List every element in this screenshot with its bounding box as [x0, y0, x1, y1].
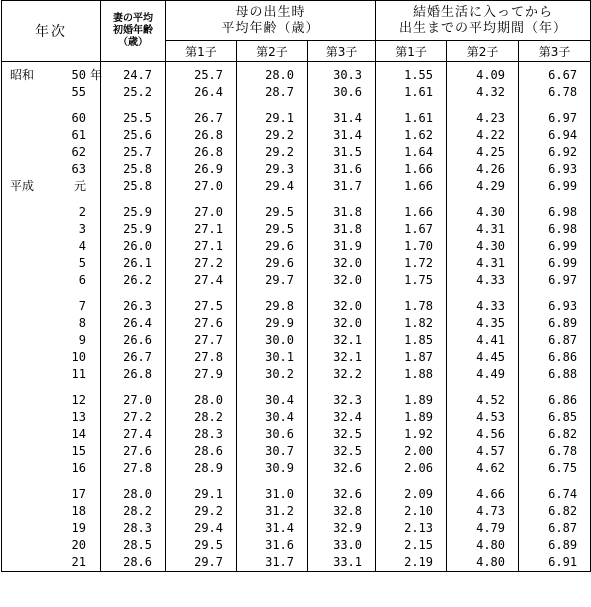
interval-first-child-value: 1.66 — [404, 205, 434, 219]
interval-third-child-value: 6.92 — [548, 145, 578, 159]
interval-third-child-value: 6.97 — [548, 111, 578, 125]
mother-age-first-child-value: 25.7 — [194, 68, 223, 82]
wife-first-marriage-age-header — [101, 1, 166, 62]
interval-first-child-value: 1.55 — [404, 68, 434, 82]
mother-age-header-line: 平均年齢（歳） — [221, 20, 320, 36]
interval-2-column-cell — [447, 62, 519, 572]
wife-first-marriage-age-value: 26.8 — [123, 367, 152, 381]
interval-1-column-cell — [376, 62, 447, 572]
mother-age-third-child-value: 32.0 — [333, 316, 363, 330]
interval-second-child-value: 4.41 — [476, 333, 506, 347]
interval-third-child-value: 6.82 — [548, 504, 578, 518]
interval-first-child-value: 1.92 — [404, 427, 434, 441]
interval-second-child-value: 4.31 — [476, 222, 506, 236]
year-label — [2, 255, 100, 272]
mother-age-third-child-header: 第3子 — [308, 41, 376, 62]
interval-second-child-value: 4.45 — [476, 350, 506, 364]
mother-age-second-child-value: 29.1 — [265, 111, 294, 125]
interval-first-child-value: 1.72 — [404, 256, 434, 270]
interval-second-child-value: 4.32 — [476, 85, 506, 99]
mother-age-first-child-value: 27.5 — [194, 299, 223, 313]
interval-second-child-value: 4.66 — [476, 487, 506, 501]
interval-second-child-value: 4.80 — [476, 538, 506, 552]
interval-first-child-value: 1.66 — [404, 179, 434, 193]
year-number: 62 — [71, 145, 86, 159]
year-number: 10 — [71, 350, 86, 364]
interval-third-child-value: 6.98 — [548, 222, 578, 236]
mother-age-first-child-value: 28.0 — [194, 393, 223, 407]
era-name: 昭和 — [10, 68, 35, 82]
interval-second-child-value: 4.35 — [476, 316, 506, 330]
year-label — [2, 537, 100, 554]
interval-second-child-value: 4.49 — [476, 367, 506, 381]
mother-age-third-child-value: 32.6 — [333, 487, 363, 501]
mother-age-second-child-value: 30.0 — [265, 333, 294, 347]
wife-age-column-cell — [101, 62, 166, 572]
year-label — [2, 426, 100, 443]
wife-first-marriage-age-value: 25.9 — [123, 222, 152, 236]
wife-first-marriage-age-value: 25.2 — [123, 85, 152, 99]
mother-age-first-child-header: 第1子 — [166, 41, 237, 62]
wife-first-marriage-age-value: 28.2 — [123, 504, 152, 518]
interval-first-child-value: 2.09 — [404, 487, 434, 501]
year-label — [2, 443, 100, 460]
year-column-cell — [2, 62, 101, 572]
mother-age-first-child-value: 26.8 — [194, 145, 223, 159]
year-number: 7 — [78, 299, 86, 313]
wife-first-marriage-age-value: 26.0 — [123, 239, 152, 253]
wife-first-marriage-age-value: 26.7 — [123, 350, 152, 364]
mother-age-second-child-value: 29.4 — [265, 179, 294, 193]
interval-third-child-value: 6.99 — [548, 256, 578, 270]
mother-age-first-child-value: 27.6 — [194, 316, 223, 330]
interval-third-child-value: 6.78 — [548, 444, 578, 458]
year-suffix: 年 — [90, 68, 103, 82]
mother-age-first-child-value: 29.5 — [194, 538, 223, 552]
interval-third-child-header: 第3子 — [519, 41, 591, 62]
year-number: 5 — [78, 256, 86, 270]
wife-first-marriage-age-value: 24.7 — [123, 68, 152, 82]
year-number: 16 — [71, 461, 86, 475]
mother-age-first-child-value: 28.2 — [194, 410, 223, 424]
wife-first-marriage-age-value: 25.9 — [123, 205, 152, 219]
mother-age-third-child-value: 31.4 — [333, 128, 363, 142]
year-number: 8 — [78, 316, 86, 330]
interval-second-child-value: 4.57 — [476, 444, 506, 458]
interval-third-child-value: 6.86 — [548, 350, 578, 364]
mother-age-third-child-value: 32.1 — [333, 333, 363, 347]
interval-second-child-value: 4.56 — [476, 427, 506, 441]
interval-third-child-value: 6.97 — [548, 273, 578, 287]
mother-age-first-child-value: 27.8 — [194, 350, 223, 364]
mother-age-first-child-value: 27.0 — [194, 205, 223, 219]
interval-second-child-value: 4.79 — [476, 521, 506, 535]
mother-age-second-child-value: 31.4 — [265, 521, 294, 535]
mother-age-third-child-value: 30.3 — [333, 68, 363, 82]
mother-age-second-child-value: 28.7 — [265, 85, 294, 99]
year-number: 20 — [71, 538, 86, 552]
year-label — [2, 520, 100, 537]
year-label — [2, 127, 100, 144]
mother-age-third-child-value: 32.3 — [333, 393, 363, 407]
wife-first-marriage-age-value: 25.8 — [123, 179, 152, 193]
mother-age-third-child-value: 31.7 — [333, 179, 363, 193]
interval-first-child-value: 2.00 — [404, 444, 434, 458]
year-number: 15 — [71, 444, 86, 458]
mother-age-second-child-value: 28.0 — [265, 68, 294, 82]
marriage-birth-age-table — [1, 0, 591, 572]
mother-age-third-child-value: 30.6 — [333, 85, 363, 99]
wife-first-marriage-age-value: 28.6 — [123, 555, 152, 569]
mother-age-second-child-value: 31.0 — [265, 487, 294, 501]
interval-first-child-value: 2.15 — [404, 538, 434, 552]
mother-age-second-child-value: 30.4 — [265, 393, 294, 407]
mother-age-second-child-value: 29.5 — [265, 222, 294, 236]
year-label — [2, 554, 100, 571]
mother-age-second-child-value: 30.2 — [265, 367, 294, 381]
interval-first-child-value: 2.10 — [404, 504, 434, 518]
mother-age-first-child-value: 29.4 — [194, 521, 223, 535]
mother-age-third-child-value: 32.5 — [333, 427, 363, 441]
wife-first-marriage-age-value: 26.4 — [123, 316, 152, 330]
year-label — [2, 332, 100, 349]
mother-age-second-child-value: 30.9 — [265, 461, 294, 475]
year-number: 11 — [71, 367, 86, 381]
interval-third-child-value: 6.89 — [548, 538, 578, 552]
interval-third-child-value: 6.82 — [548, 427, 578, 441]
interval-first-child-value: 1.61 — [404, 85, 434, 99]
year-label — [2, 349, 100, 366]
interval-second-child-value: 4.53 — [476, 410, 506, 424]
mother-age-third-child-value: 32.8 — [333, 504, 363, 518]
interval-second-child-header: 第2子 — [447, 41, 519, 62]
mother-age-second-child-value: 29.6 — [265, 256, 294, 270]
interval-first-child-value: 2.19 — [404, 555, 434, 569]
mother-age-first-child-value: 29.1 — [194, 487, 223, 501]
mother-age-first-child-value: 26.4 — [194, 85, 223, 99]
mother-age-third-child-value: 32.9 — [333, 521, 363, 535]
interval-first-child-value: 1.66 — [404, 162, 434, 176]
interval-first-child-value: 2.06 — [404, 461, 434, 475]
wife-first-marriage-age-value: 26.6 — [123, 333, 152, 347]
year-number: 14 — [71, 427, 86, 441]
interval-third-child-value: 6.78 — [548, 85, 578, 99]
year-label — [2, 298, 100, 315]
interval-first-child-header: 第1子 — [376, 41, 447, 62]
interval-first-child-value: 1.61 — [404, 111, 434, 125]
mother-age-first-child-value: 29.2 — [194, 504, 223, 518]
interval-first-child-value: 1.85 — [404, 333, 434, 347]
year-number: 21 — [71, 555, 86, 569]
interval-second-child-value: 4.30 — [476, 239, 506, 253]
year-label — [2, 503, 100, 520]
mother-age-second-child-value: 30.7 — [265, 444, 294, 458]
mother-age-second-child-value: 31.6 — [265, 538, 294, 552]
wife-first-marriage-age-value: 28.3 — [123, 521, 152, 535]
mother-age-second-child-value: 31.7 — [265, 555, 294, 569]
mother-age-second-child-value: 31.2 — [265, 504, 294, 518]
mother-age-second-child-value: 29.3 — [265, 162, 294, 176]
mother-age-first-child-value: 26.9 — [194, 162, 223, 176]
mother-age-first-child-value: 29.7 — [194, 555, 223, 569]
interval-third-child-value: 6.85 — [548, 410, 578, 424]
interval-second-child-value: 4.29 — [476, 179, 506, 193]
year-number: 50 — [71, 68, 86, 82]
year-label — [2, 366, 100, 383]
mother-age-third-child-value: 32.0 — [333, 299, 363, 313]
mother-age-second-child-value: 29.5 — [265, 205, 294, 219]
interval-first-child-value: 1.64 — [404, 145, 434, 159]
interval-second-child-value: 4.25 — [476, 145, 506, 159]
year-label — [2, 221, 100, 238]
mother-age-second-child-value: 29.6 — [265, 239, 294, 253]
interval-third-child-value: 6.99 — [548, 179, 578, 193]
mother-age-first-child-value: 27.0 — [194, 179, 223, 193]
mother-age-2-column-cell — [237, 62, 308, 572]
year-label — [2, 178, 100, 195]
year-number: 4 — [78, 239, 86, 253]
mother-age-second-child-value: 30.4 — [265, 410, 294, 424]
mother-age-third-child-value: 31.8 — [333, 222, 363, 236]
wife-age-header-line: （歳） — [118, 37, 148, 48]
mother-age-1-column-cell — [166, 62, 237, 572]
interval-second-child-value: 4.26 — [476, 162, 506, 176]
year-label — [2, 486, 100, 503]
wife-first-marriage-age-value: 25.6 — [123, 128, 152, 142]
mother-age-third-child-value: 32.1 — [333, 350, 363, 364]
interval-first-child-value: 1.67 — [404, 222, 434, 236]
interval-second-child-value: 4.30 — [476, 205, 506, 219]
mother-age-first-child-value: 27.9 — [194, 367, 223, 381]
year-label — [2, 392, 100, 409]
mother-age-second-child-value: 29.2 — [265, 128, 294, 142]
interval-3-column-cell — [519, 62, 591, 572]
interval-third-child-value: 6.89 — [548, 316, 578, 330]
mother-age-first-child-value: 27.7 — [194, 333, 223, 347]
interval-third-child-value: 6.94 — [548, 128, 578, 142]
interval-second-child-value: 4.23 — [476, 111, 506, 125]
wife-age-header-line: 初婚年齢 — [113, 25, 153, 36]
mother-age-third-child-value: 32.6 — [333, 461, 363, 475]
interval-second-child-value: 4.22 — [476, 128, 506, 142]
year-number: 6 — [78, 273, 86, 287]
interval-second-child-value: 4.80 — [476, 555, 506, 569]
interval-third-child-value: 6.93 — [548, 299, 578, 313]
mother-age-third-child-value: 32.0 — [333, 273, 363, 287]
year-number: 13 — [71, 410, 86, 424]
interval-third-child-value: 6.98 — [548, 205, 578, 219]
year-label — [2, 315, 100, 332]
year-number: 55 — [71, 85, 86, 99]
interval-first-child-value: 1.78 — [404, 299, 434, 313]
wife-first-marriage-age-value: 27.0 — [123, 393, 152, 407]
interval-first-child-value: 2.13 — [404, 521, 434, 535]
mother-age-first-child-value: 26.7 — [194, 111, 223, 125]
year-label — [2, 238, 100, 255]
mother-age-first-child-value: 27.4 — [194, 273, 223, 287]
interval-first-child-value: 1.87 — [404, 350, 434, 364]
year-label — [2, 161, 100, 178]
wife-first-marriage-age-value: 27.2 — [123, 410, 152, 424]
mother-age-third-child-value: 33.1 — [333, 555, 363, 569]
interval-first-child-value: 1.75 — [404, 273, 434, 287]
mother-age-first-child-value: 27.1 — [194, 239, 223, 253]
interval-second-child-value: 4.52 — [476, 393, 506, 407]
year-label — [2, 460, 100, 477]
era-name: 平成 — [10, 179, 35, 193]
wife-first-marriage-age-value: 27.8 — [123, 461, 152, 475]
interval-first-child-value: 1.62 — [404, 128, 434, 142]
year-label — [2, 204, 100, 221]
wife-first-marriage-age-value: 27.4 — [123, 427, 152, 441]
interval-third-child-value: 6.87 — [548, 521, 578, 535]
mother-age-second-child-value: 30.6 — [265, 427, 294, 441]
wife-first-marriage-age-value: 26.1 — [123, 256, 152, 270]
marriage-to-birth-interval-header — [376, 1, 591, 41]
mother-age-first-child-value: 27.2 — [194, 256, 223, 270]
mother-age-third-child-value: 31.6 — [333, 162, 363, 176]
year-number: 63 — [71, 162, 86, 176]
year-number: 12 — [71, 393, 86, 407]
interval-header-line: 出生までの平均期間（年） — [399, 20, 568, 36]
year-number: 2 — [78, 205, 86, 219]
interval-second-child-value: 4.31 — [476, 256, 506, 270]
mother-age-first-child-value: 26.8 — [194, 128, 223, 142]
year-number: 3 — [78, 222, 86, 236]
mother-age-second-child-value: 29.9 — [265, 316, 294, 330]
year-number: 60 — [71, 111, 86, 125]
wife-first-marriage-age-value: 26.2 — [123, 273, 152, 287]
interval-third-child-value: 6.87 — [548, 333, 578, 347]
table-body-row — [2, 62, 591, 572]
mother-age-first-child-value: 27.1 — [194, 222, 223, 236]
year-number: 17 — [71, 487, 86, 501]
interval-third-child-value: 6.91 — [548, 555, 578, 569]
wife-first-marriage-age-value: 28.5 — [123, 538, 152, 552]
year-label — [2, 110, 100, 127]
mother-age-second-child-value: 29.2 — [265, 145, 294, 159]
wife-first-marriage-age-value: 25.8 — [123, 162, 152, 176]
mother-age-3-column-cell — [308, 62, 376, 572]
year-label — [2, 67, 103, 84]
interval-first-child-value: 1.88 — [404, 367, 434, 381]
interval-third-child-value: 6.99 — [548, 239, 578, 253]
mother-age-third-child-value: 31.9 — [333, 239, 363, 253]
wife-first-marriage-age-value: 27.6 — [123, 444, 152, 458]
mother-age-second-child-header: 第2子 — [237, 41, 308, 62]
mother-age-third-child-value: 32.2 — [333, 367, 363, 381]
wife-age-header-line: 妻の平均 — [113, 13, 153, 24]
mother-age-third-child-value: 32.5 — [333, 444, 363, 458]
mother-age-third-child-value: 32.4 — [333, 410, 363, 424]
interval-header-line: 結婚生活に入ってから — [413, 4, 554, 20]
mother-age-header-line: 母の出生時 — [235, 4, 306, 20]
wife-first-marriage-age-value: 28.0 — [123, 487, 152, 501]
interval-second-child-value: 4.33 — [476, 273, 506, 287]
mother-age-third-child-value: 33.0 — [333, 538, 363, 552]
year-number: 19 — [71, 521, 86, 535]
mother-age-third-child-value: 31.5 — [333, 145, 363, 159]
interval-second-child-value: 4.33 — [476, 299, 506, 313]
mother-age-second-child-value: 30.1 — [265, 350, 294, 364]
mother-age-first-child-value: 28.3 — [194, 427, 223, 441]
interval-third-child-value: 6.74 — [548, 487, 578, 501]
mother-age-third-child-value: 31.8 — [333, 205, 363, 219]
year-number: 61 — [71, 128, 86, 142]
interval-first-child-value: 1.82 — [404, 316, 434, 330]
year-number: 18 — [71, 504, 86, 518]
year-number: 元 — [73, 179, 86, 193]
wife-first-marriage-age-value: 26.3 — [123, 299, 152, 313]
interval-first-child-value: 1.70 — [404, 239, 434, 253]
mother-age-second-child-value: 29.7 — [265, 273, 294, 287]
wife-first-marriage-age-value: 25.5 — [123, 111, 152, 125]
interval-second-child-value: 4.09 — [476, 68, 506, 82]
interval-first-child-value: 1.89 — [404, 393, 434, 407]
interval-third-child-value: 6.75 — [548, 461, 578, 475]
mother-age-third-child-value: 31.4 — [333, 111, 363, 125]
interval-third-child-value: 6.88 — [548, 367, 578, 381]
wife-first-marriage-age-value: 25.7 — [123, 145, 152, 159]
interval-third-child-value: 6.86 — [548, 393, 578, 407]
interval-third-child-value: 6.93 — [548, 162, 578, 176]
year-label — [2, 409, 100, 426]
year-label — [2, 84, 100, 101]
mother-age-first-child-value: 28.6 — [194, 444, 223, 458]
mother-age-first-child-value: 28.9 — [194, 461, 223, 475]
interval-first-child-value: 1.89 — [404, 410, 434, 424]
year-number: 9 — [78, 333, 86, 347]
year-label — [2, 272, 100, 289]
mother-age-second-child-value: 29.8 — [265, 299, 294, 313]
year-column-header: 年次 — [2, 1, 101, 62]
year-label — [2, 144, 100, 161]
mother-age-third-child-value: 32.0 — [333, 256, 363, 270]
interval-second-child-value: 4.73 — [476, 504, 506, 518]
interval-third-child-value: 6.67 — [548, 68, 578, 82]
interval-second-child-value: 4.62 — [476, 461, 506, 475]
mother-birth-age-header — [166, 1, 376, 41]
